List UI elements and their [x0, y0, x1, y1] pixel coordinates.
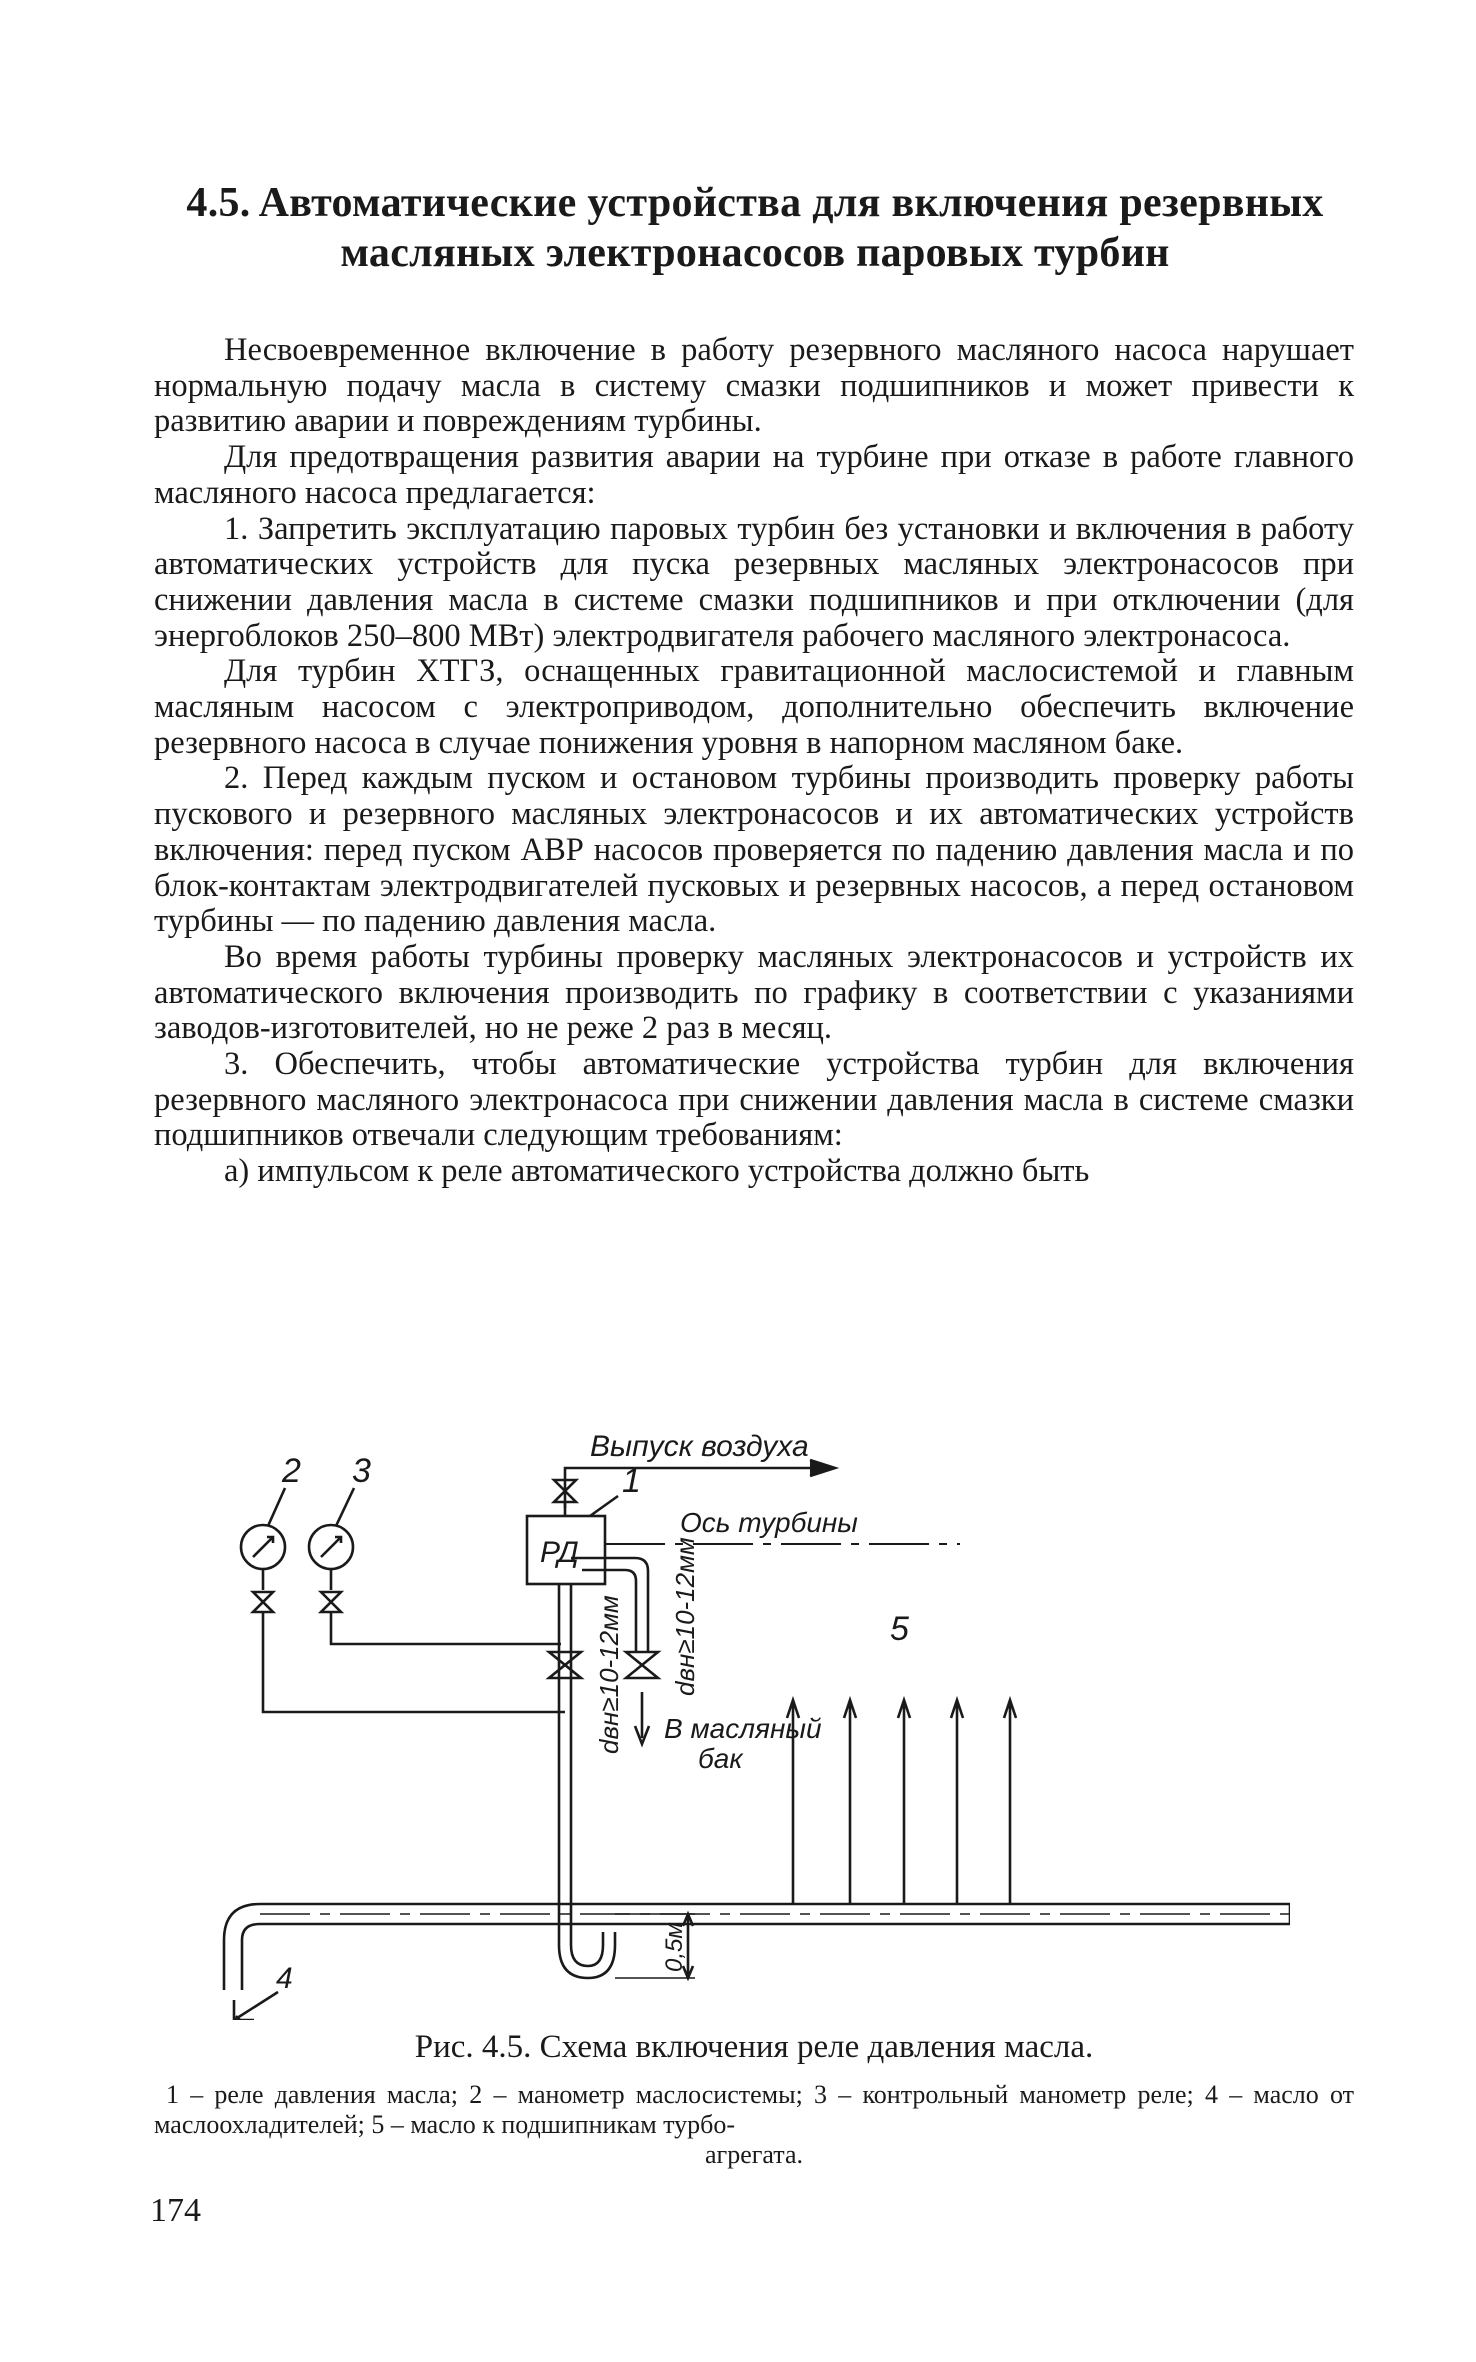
- callout-2-leader: [268, 1488, 285, 1526]
- gauge-3-valve-icon: [321, 1592, 341, 1612]
- gauge-2-pipe: [263, 1612, 565, 1712]
- label-height: 0,5м: [661, 1922, 688, 1972]
- paragraph: Для предотвращения развития аварии на турбине при отказе в работе главного масляного насоса предлагается:: [154, 439, 1354, 511]
- inlet-elbow: [224, 1904, 260, 1990]
- paragraph: 2. Перед каждым пуском и остановом турбины производить проверку работы пускового и резервного масляных электронасосов и их автоматических устройств включения: перед пуском АВР насосов проверяется по падению давления масла и по блок-контактам электродвигателей пусковых и резервных насосов, а перед остановом турбины — по падению давления масла.: [154, 760, 1354, 940]
- figure-legend: [154, 2080, 1354, 2170]
- gauge-3-pipe: [331, 1612, 561, 1644]
- callout-4-leader: [234, 1992, 278, 2020]
- section-heading: [150, 178, 1360, 278]
- relay-impulse-pipe: [559, 1584, 571, 1945]
- legend-text: 1 – реле давления масла; 2 – манометр маслосистемы; 3 – контрольный манометр реле; 4 – масло от маслоохладителей; 5 – масло к подшипникам турбо-: [154, 2080, 1354, 2139]
- label-air-release: Выпуск воздуха: [590, 1430, 809, 1463]
- callout-1-leader: [590, 1496, 618, 1516]
- page-number: 174: [150, 2192, 201, 2229]
- callout-1: 1: [622, 1462, 641, 1500]
- air-release-arrow: [810, 1460, 835, 1476]
- u-loop-inner: [571, 1932, 603, 1966]
- drain-valve-icon: [626, 1652, 658, 1678]
- callout-4: 4: [276, 1962, 293, 1995]
- paragraph: а) импульсом к реле автоматического устройства должно быть: [224, 1153, 1090, 1190]
- heading-line-1: [150, 178, 1360, 228]
- figure-caption: Рис. 4.5. Схема включения реле давления масла.: [414, 2029, 1094, 2065]
- gauge-2-needle: [253, 1537, 273, 1557]
- label-diameter-left: dвн≥10-12мм: [594, 1595, 624, 1754]
- gauge-2-valve-icon: [253, 1592, 273, 1612]
- callout-3: 3: [352, 1452, 371, 1490]
- section-number: 4.5.: [186, 180, 251, 226]
- impulse-valve-icon: [549, 1652, 581, 1678]
- paragraph: 3. Обеспечить, чтобы автоматические устройства турбин для включения резервного масляного электронасоса при снижении давления масла в системе смазки подшипников отвечали следующим требованиям:: [154, 1046, 1354, 1154]
- legend-text-end: агрегата.: [705, 2140, 803, 2169]
- relay-label: РД: [540, 1536, 579, 1569]
- callout-2: 2: [282, 1452, 301, 1490]
- label-turbine-axis: Ось турбины: [680, 1507, 858, 1538]
- callout-3-leader: [336, 1488, 354, 1526]
- air-release-pipe: [565, 1468, 830, 1508]
- label-to-tank-1: В масляный: [664, 1713, 822, 1744]
- section-title-line-1: Автоматические устройства для включения резервных: [258, 180, 1324, 226]
- paragraph: 1. Запретить эксплуатацию паровых турбин без установки и включения в работу автоматических устройств для пуска резервных масляных электронасосов при снижении давления масла в системе смазки подшипников и при отключении (для энергоблоков 250–800 МВт) электродвигателя рабочего масляного электронасоса.: [154, 510, 1354, 654]
- gauge-3-needle: [321, 1537, 341, 1557]
- paragraph: Во время работы турбины проверку масляных электронасосов и устройств их автоматического включения производить по графику в соответствии с указаниями заводов-изготовителей, но не реже 2 раз в месяц.: [154, 938, 1354, 1047]
- paragraph: Несвоевременное включение в работу резервного масляного насоса нарушает нормальную подачу масла в систему смазки подшипников и может привести к развитию аварии и повреждениям турбины.: [154, 332, 1354, 440]
- figure-oil-pressure-relay-diagram: [210, 1420, 1290, 2020]
- diagram-svg: [210, 1420, 1290, 2020]
- u-loop-outer: [559, 1932, 615, 1978]
- paragraph: Для турбин ХТГЗ, оснащенных гравитационной маслосистемой и главным масляным насосом с электроприводом, дополнительно обеспечить включение резервного насоса в случае понижения уровня в напорном масляном баке.: [154, 653, 1354, 761]
- label-diameter-right: dвн≥10-12мм: [670, 1537, 700, 1696]
- label-to-tank-2: бак: [698, 1743, 743, 1774]
- body-text: [154, 333, 1354, 1190]
- callout-5: 5: [890, 1610, 909, 1648]
- section-title-line-2: масляных электронасосов паровых турбин: [340, 230, 1170, 276]
